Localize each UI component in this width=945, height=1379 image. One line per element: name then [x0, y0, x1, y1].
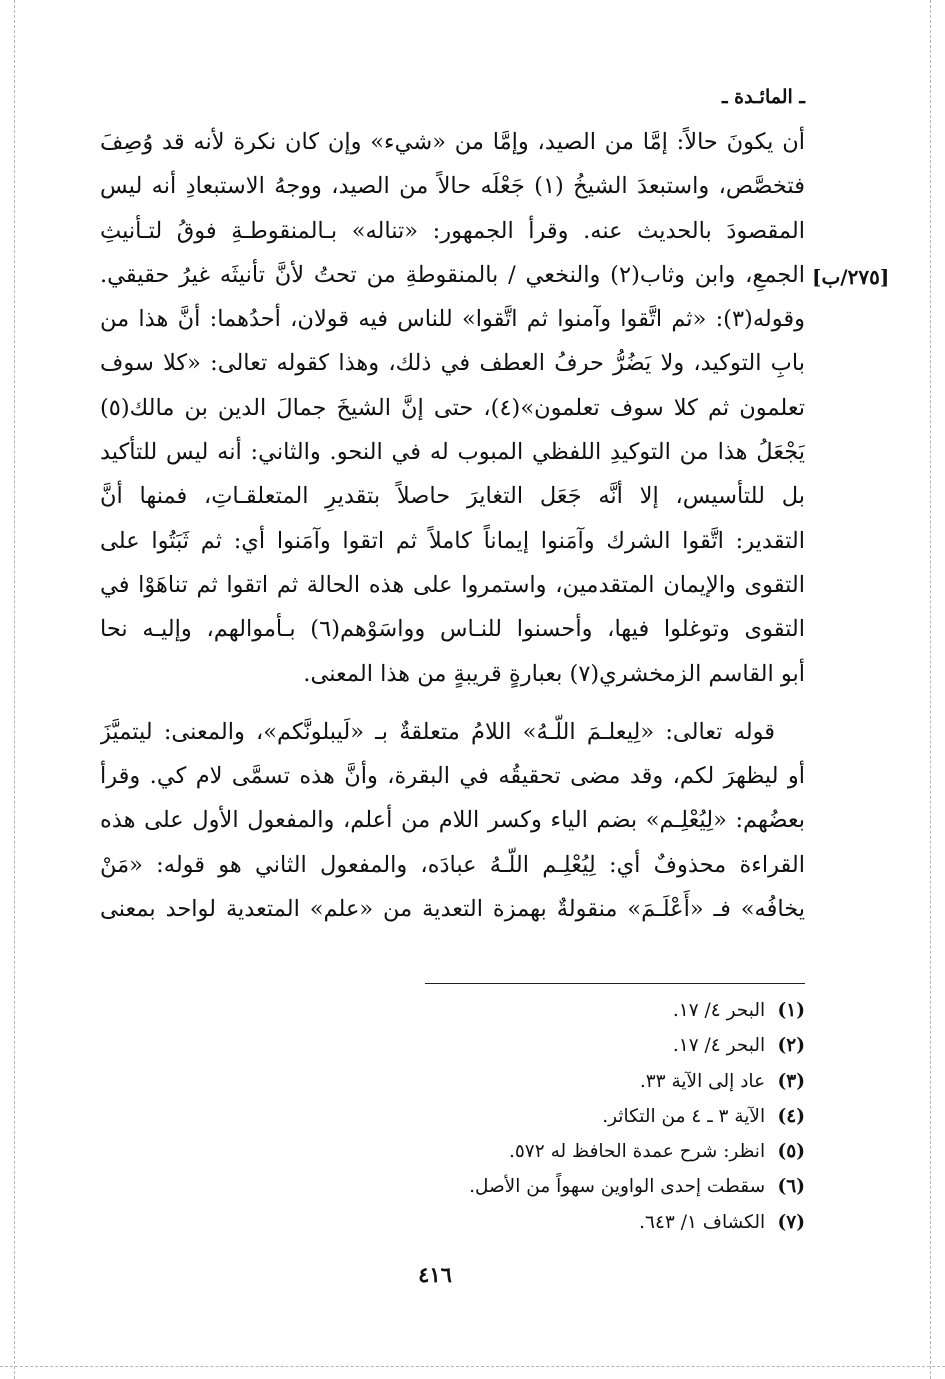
text-line: أبو القاسم الزمخشري(٧) بعبارةٍ قريبةٍ من هذا المعنى. [303, 660, 805, 687]
page-number: ٤١٦ [418, 1262, 452, 1287]
text-line: الجمعِ، وابن وثاب(٢) والنخعي / بالمنقوطةِ من تحتُ لأنَّ تأنيثَه غيرُ حقيقي. [100, 261, 805, 288]
footnote-text: سقطت إحدى الواوين سهواً من الأصل. [469, 1176, 766, 1198]
text-line: القراءة محذوفٌ أي: لِيُعْلِـم اللّـهُ عبادَه، والمفعول الثاني هو قوله: «مَنْ [100, 851, 805, 878]
crop-guide-bottom [0, 1366, 945, 1367]
text-line: أن يكونَ حالاً: إمَّا من الصيد، وإمَّا من «شيء» وإن كان نكرة لأنه قد وُصِفَ [100, 129, 805, 155]
footnote-text: الكشاف ١/ ٦٤٣. [639, 1211, 766, 1233]
text-line: بل للتأسيس، إلا أنَّه جَعَل التغايرَ حاصلاً بتقديرِ المتعلقـاتِ، فمنها أنَّ [100, 483, 805, 510]
text-line: التقوى والإيمان المتقدمين، واستمروا على هذه الحالة ثم اتقوا ثم تناهَوْا في [100, 571, 805, 598]
footnotes [469, 993, 805, 1240]
footnote-item [469, 1064, 805, 1099]
crop-guide-left [14, 0, 15, 1379]
text-line: يَجْعَلُ هذا من التوكيدِ اللفظي المبوب له في النحو. والثاني: أنه ليس للتأكيد [100, 439, 805, 466]
footnote-item [469, 1134, 805, 1169]
footnote-item [469, 1099, 805, 1134]
text-line: تعلمون ثم كلا سوف تعلمون»(٤)، حتى إنَّ الشيخَ جمالَ الدين بن مالك(٥) [100, 394, 805, 421]
footnote-item [469, 1169, 805, 1204]
text-line: بعضُهم: «لِيُعْلِـم» بضم الياء وكسر اللام من أعلم، والمفعول الأول على هذه [100, 807, 805, 834]
footnote-text: عاد إلى الآية ٣٣. [639, 1070, 766, 1092]
text-line: المقصودَ بالحديث عنه. وقرأ الجمهور: «تناله» بـالمنقوطـةِ فوقُ لتـأنيثِ [100, 217, 805, 244]
text-line: فتخصَّص، واستبعدَ الشيخُ (١) جَعْلَه حالاً من الصيد، ووجهُ الاستبعادِ أنه ليس [100, 173, 805, 200]
manuscript-folio-note: [٢٧٥/ب] [812, 265, 890, 289]
footnote-item [469, 993, 805, 1028]
text-line: التقوى وتوغلوا فيها، وأحسنوا للنـاس وواسَوْهم(٦) بـأموالهم، وإليـه نحا [100, 616, 805, 643]
footnote-separator [425, 983, 805, 984]
footnote-item [469, 1205, 805, 1240]
footnote-number: (٢) [777, 1035, 805, 1057]
paragraph-gap [100, 696, 805, 710]
footnote-item [469, 1028, 805, 1063]
text-line: التقدير: اتَّقوا الشرك وآمَنوا إيماناً كاملاً ثم اتقوا وآمَنوا أي: ثم ثَبَتُوا على [100, 527, 805, 554]
footnote-number: (٤) [777, 1105, 805, 1127]
crop-guide-right [930, 0, 931, 1379]
text-line: بابِ التوكيد، ولا يَضُرُّ حرفُ العطف في ذلك، وهذا كقوله تعالى: «كلا سوف [100, 350, 805, 377]
footnote-text: انظر: شرح عمدة الحافظ له ٥٧٢. [508, 1141, 766, 1163]
text-line: يخافُه» فـ «أَعْلَـمَ» منقولةٌ بهمزة التعدية من «علم» المتعدية لواحد بمعنى [100, 896, 805, 923]
text-line: أو ليظهرَ لكم، وقد مضى تحقيقُه في البقرة، وأنَّ هذه تسمَّى لام كي. وقرأ [100, 763, 805, 790]
text-line: وقوله(٣): «ثم اتَّقوا وآمنوا ثم اتَّقوا» للناس فيه قولان، أحدُهما: أنَّ هذا من [100, 306, 805, 333]
footnote-text: البحر ٤/ ١٧. [672, 1035, 766, 1057]
footnote-number: (٥) [777, 1141, 805, 1163]
footnote-number: (٦) [777, 1176, 805, 1198]
footnote-number: (١) [777, 1000, 805, 1021]
footnote-text: الآية ٣ ـ ٤ من التكاثر. [602, 1105, 766, 1127]
footnote-number: (٧) [777, 1211, 805, 1233]
main-text [100, 120, 805, 931]
footnote-text: البحر ٤/ ١٧. [672, 1000, 766, 1021]
running-header: ـ المائـدة ـ [722, 86, 805, 108]
footnote-number: (٣) [777, 1070, 805, 1092]
text-line: قوله تعالى: «لِيعلـمَ اللّـهُ» اللامُ متعلقةٌ بـ «لَيبلونَّكم»، والمعنى: ليتميَّزَ [100, 718, 775, 745]
